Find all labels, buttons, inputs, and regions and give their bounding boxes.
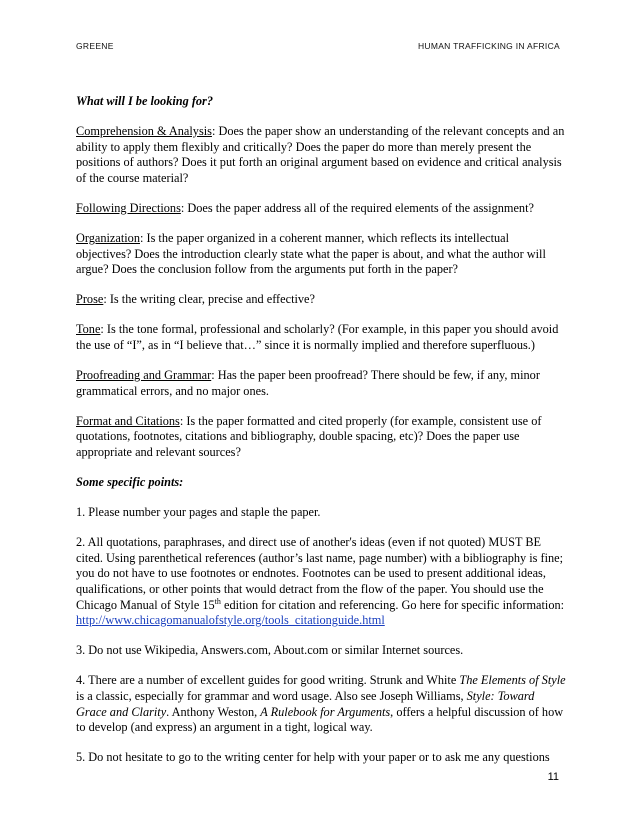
running-header-author: GREENE	[76, 41, 114, 51]
criterion-tone	[76, 322, 566, 353]
point-4	[76, 673, 566, 735]
criterion-text: : Is the paper formatted and cited properly (for example, consistent use of quotations, footnotes, citations and bibliography, double spacing, etc)? Does the paper use appropriate and relevant sources?	[76, 413, 542, 459]
criterion-proofreading	[76, 368, 566, 399]
point-2	[76, 535, 566, 629]
point-3: 3. Do not use Wikipedia, Answers.com, About.com or similar Internet sources.	[76, 643, 464, 658]
criterion-label: Prose	[76, 292, 104, 307]
chicago-style-link[interactable]: http://www.chicagomanualofstyle.org/tools_citationguide.html	[76, 613, 385, 628]
criterion-label: Following Directions	[76, 200, 181, 215]
criterion-comprehension	[76, 124, 566, 186]
section-heading-looking-for: What will I be looking for?	[76, 94, 213, 108]
criterion-text: : Is the writing clear, precise and effective?	[103, 292, 315, 307]
criterion-label: Comprehension & Analysis	[76, 124, 212, 139]
point-4-text-cont3: , offers a helpful discussion of how to develop (and express) an argument in a tight, logical way.	[76, 704, 564, 735]
criterion-label: Format and Citations	[76, 413, 180, 428]
book-title-elements-of-style: The Elements of Style	[459, 673, 566, 688]
point-4-text-cont2: . Anthony Weston,	[166, 704, 261, 719]
criterion-prose	[76, 292, 566, 308]
criterion-label: Tone	[76, 322, 101, 337]
criterion-label: Organization	[76, 231, 140, 246]
criterion-label: Proofreading and Grammar	[76, 368, 212, 383]
point-2-text: 2. All quotations, paraphrases, and direct use of another's ideas (even if not quoted) MUST BE cited. Using parenthetical references (author’s last name, page number) with a bibliography is fine; you do not have to use footnotes or endnotes. Footnotes can be used to present additional ideas, qualifications, or other points that would detract from the flow of the paper. You should use the Chicago Manual of Style 15	[76, 535, 564, 612]
criterion-format	[76, 414, 566, 461]
book-title-style-grace-clarity: Style: Toward Grace and Clarity	[76, 689, 535, 719]
point-4-text: 4. There are a number of excellent guides for good writing. Strunk and White	[76, 673, 460, 688]
book-title-rulebook-arguments: A Rulebook for Arguments	[260, 704, 391, 719]
criterion-organization	[76, 231, 566, 278]
page-number: 11	[547, 771, 559, 783]
point-2-text-cont: edition for citation and referencing. Go here for specific information:	[220, 597, 565, 612]
section-heading-specific-points: Some specific points:	[76, 475, 184, 490]
running-header-title: HUMAN TRAFFICKING IN AFRICA	[417, 41, 560, 51]
criterion-directions	[76, 201, 566, 217]
point-5: 5. Do not hesitate to go to the writing center for help with your paper or to ask me any questions	[76, 750, 550, 765]
criterion-text: : Is the paper organized in a coherent manner, which reflects its intellectual objectives? Does the introduction clearly state what the paper is about, and what the author will argue? Does the conclusion follow from the arguments put forth in the paper?	[76, 231, 546, 277]
criterion-text: : Does the paper show an understanding of the relevant concepts and an ability to apply them flexibly and critically? Does the paper do more than merely present the positions of authors? Does it put forth an original argument based on evidence and critical analysis of the course material?	[76, 124, 565, 185]
criterion-text: : Is the tone formal, professional and scholarly? (For example, in this paper you should avoid the use of “I”, as in “I believe that…” since it is normally implied and therefore superfluous.)	[76, 322, 559, 353]
criterion-text: : Does the paper address all of the required elements of the assignment?	[180, 200, 534, 215]
page-body	[76, 94, 566, 780]
point-4-text-cont: is a classic, especially for grammar and word usage. Also see Joseph Williams,	[76, 689, 467, 704]
point-1: 1. Please number your pages and staple the paper.	[76, 505, 321, 520]
criterion-text: : Has the paper been proofread? There should be few, if any, minor grammatical errors, and no major ones.	[76, 368, 540, 398]
ordinal-suffix: th	[214, 596, 221, 606]
